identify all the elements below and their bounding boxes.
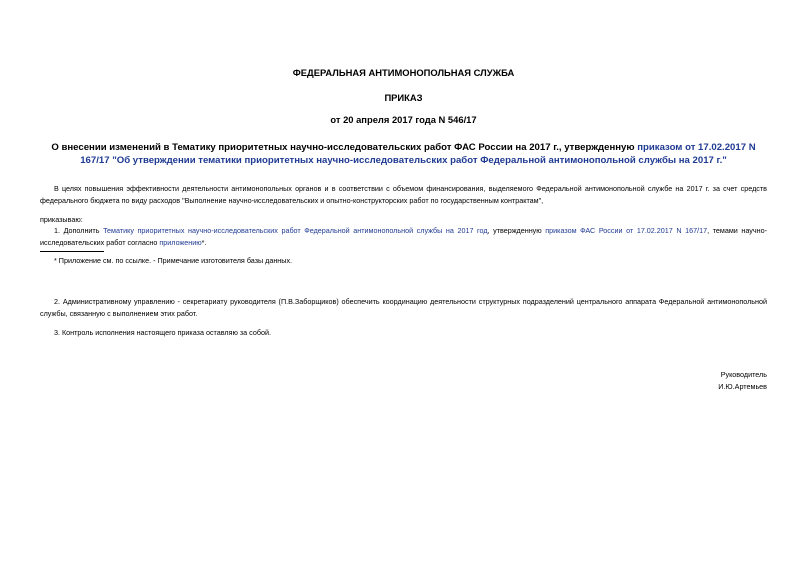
signature-block	[467, 369, 767, 392]
intro-paragraph: В целях повышения эффективности деятельности антимонопольных органов и в соответствии с объемом финансирования, выделяемого Федеральной антимонопольной службе на 2017 г. за счет средств федерального бюджета по виду расходов "Выполнение научно-исследовательских и опытно-конструкторских работ по государственным контрактам",	[40, 184, 767, 205]
order-word: приказываю:	[40, 215, 83, 224]
footnote: * Приложение см. по ссылке. - Примечание изготовителя базы данных.	[54, 256, 293, 265]
org-name: ФЕДЕРАЛЬНАЯ АНТИМОНОПОЛЬНАЯ СЛУЖБА	[292, 67, 515, 78]
appendix-link[interactable]: приложению	[159, 237, 202, 247]
signature-position: Руководитель	[720, 370, 767, 379]
signature-name: И.Ю.Артемьев	[718, 381, 767, 391]
item-1-prefix: 1. Дополнить	[54, 226, 104, 235]
title-order-link[interactable]: приказом от 17.02.2017 N 167/17 "Об утверждении тематики приоритетных научно-исследовательских работ Федеральной антимонопольной службы на 2017 г."	[80, 142, 756, 166]
doc-title	[40, 142, 767, 167]
item-1-suffix: *.	[201, 237, 207, 247]
title-text: О внесении изменений в Тематику приоритетных научно-исследовательских работ ФАС России на 2017 г., утвержденную	[51, 142, 638, 153]
item-1-mid: , утвержденную	[487, 226, 546, 235]
item-3-paragraph: 3. Контроль исполнения настоящего приказа оставляю за собой.	[54, 328, 271, 337]
item-1-paragraph	[40, 225, 767, 248]
doc-type: ПРИКАЗ	[384, 92, 423, 103]
topics-link[interactable]: Тематику приоритетных научно-исследовательских работ Федеральной антимонопольной службы на 2017 год	[103, 226, 488, 235]
footnote-divider	[40, 251, 104, 252]
item-1-after: , темами научно-исследовательских работ согласно	[40, 226, 767, 247]
order-167-link[interactable]: приказом ФАС России от 17.02.2017 N 167/17	[545, 226, 708, 235]
item-2-paragraph: 2. Административному управлению - секретариату руководителя (П.В.Заборщиков) обеспечить координацию деятельности структурных подразделений центрального аппарата Федеральной антимонопольной службы, связанную с выполнением этих работ.	[40, 297, 767, 318]
doc-date-number: от 20 апреля 2017 года N 546/17	[330, 114, 477, 125]
